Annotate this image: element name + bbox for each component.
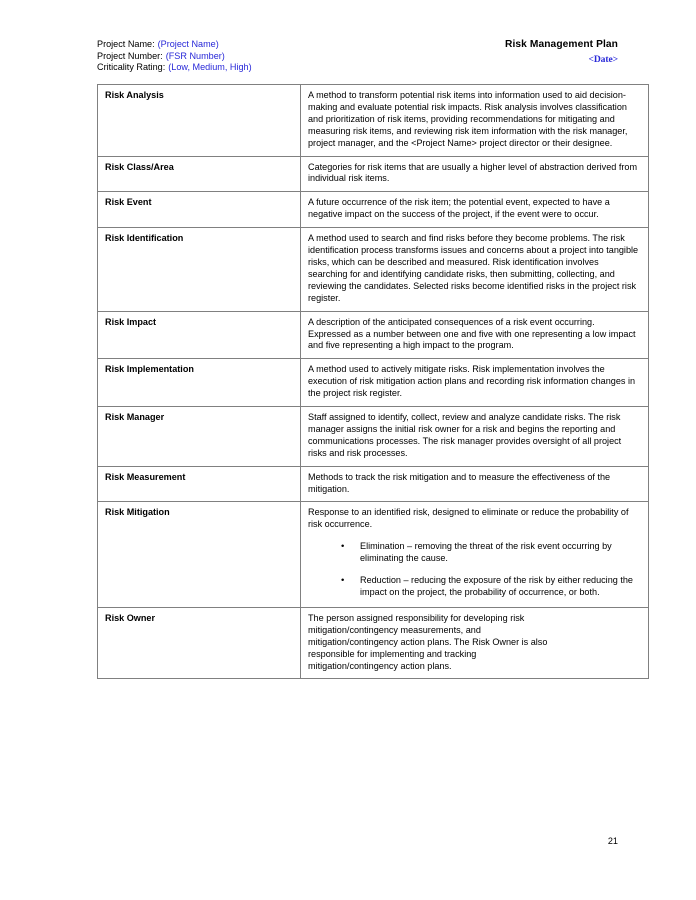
table-row [98, 156, 649, 192]
header-field-value: (Low, Medium, High) [168, 62, 252, 73]
header-project-fields [97, 39, 252, 74]
table-row [98, 502, 649, 607]
definition-text: A description of the anticipated consequences of a risk event occurring. Expressed as a number between one and five with one representing a low impact and five representing a high impact to the program. [308, 316, 636, 351]
definition-text: A method to transform potential risk items into information used to aid decision-making and evaluate potential risk impacts. Risk analysis involves classification and prioritization of risk items, providing recommendations for mitigating and measuring risk items, and reviewing risk item information with the risk manager, project manager, and the <Project Name> project director or their designee. [308, 90, 628, 148]
document-title: Risk Management Plan [505, 39, 618, 50]
definition-line: The person assigned responsibility for developing risk [308, 612, 525, 623]
page-footer [97, 836, 618, 846]
header-field-label: Project Number: [97, 50, 163, 61]
list-item: • Reduction – reducing the exposure of the risk by either reducing the impact on the project, the probability of occurrence, or both. [308, 575, 640, 599]
table-row [98, 407, 649, 467]
header-field-value: (FSR Number) [165, 50, 225, 61]
list-item: • Elimination – removing the threat of the risk event occurring by eliminating the cause. [308, 541, 640, 565]
header-title-block [505, 39, 618, 65]
table-row [98, 85, 649, 157]
table-row [98, 466, 649, 502]
header-field-label: Criticality Rating: [97, 62, 166, 73]
definition-cell [301, 156, 649, 192]
definition-bullet-list [308, 541, 640, 599]
term-cell: Risk Implementation [98, 359, 301, 407]
header-field-label: Project Name: [97, 39, 155, 49]
term-cell: Risk Class/Area [98, 156, 301, 192]
term-cell: Risk Measurement [98, 466, 301, 502]
header-field-project-number [97, 51, 252, 63]
definition-cell [301, 607, 649, 679]
table-row [98, 311, 649, 359]
document-date-placeholder: <Date> [588, 54, 618, 65]
definition-cell [301, 192, 649, 228]
definition-cell [301, 228, 649, 311]
definition-cell [301, 466, 649, 502]
document-header [97, 39, 618, 74]
definition-cell [301, 85, 649, 157]
risk-glossary-table [97, 84, 649, 679]
definition-text: Staff assigned to identify, collect, review and analyze candidate risks. The risk manager assigns the initial risk owner for a risk and begins the reporting and communications processes. The risk manager provides oversight of all project risks and risk processes. [308, 412, 622, 458]
header-field-value: (Project Name) [157, 39, 219, 49]
definition-cell [301, 311, 649, 359]
term-cell: Risk Event [98, 192, 301, 228]
table-row [98, 359, 649, 407]
definition-cell [301, 407, 649, 467]
table-row [98, 607, 649, 679]
definition-text: Categories for risk items that are usually a higher level of abstraction derived from individual risk items. [308, 161, 638, 184]
table-body [98, 85, 649, 679]
definition-line: mitigation/contingency measurements, and [308, 624, 481, 635]
definition-cell [301, 502, 649, 607]
term-cell: Risk Analysis [98, 85, 301, 157]
definition-text: Methods to track the risk mitigation and to measure the effectiveness of the mitigation. [308, 471, 611, 494]
table-row [98, 228, 649, 311]
term-cell: Risk Identification [98, 228, 301, 311]
table-row [98, 192, 649, 228]
definition-text: Response to an identified risk, designed to eliminate or reduce the probability of risk occurrence. [308, 507, 629, 530]
definition-cell [301, 359, 649, 407]
header-field-project-name [97, 39, 252, 51]
term-cell: Risk Impact [98, 311, 301, 359]
definition-text: A method used to actively mitigate risks. Risk implementation involves the execution of risk mitigation action plans and recording risk information changes in the project risk register. [308, 364, 636, 399]
term-cell: Risk Mitigation [98, 502, 301, 607]
definition-text: A future occurrence of the risk item; the potential event, expected to have a negative impact on the success of the project, if the event were to occur. [308, 197, 610, 220]
definition-line: mitigation/contingency action plans. The Risk Owner is also [308, 636, 548, 647]
definition-line: responsible for implementing and tracking [308, 648, 477, 659]
page-number: 21 [607, 836, 618, 846]
definition-line: mitigation/contingency action plans. [308, 660, 452, 671]
definition-text: A method used to search and find risks before they become problems. The risk identification process transforms issues and concerns about a project into tangible risks, which can be described and measured. Risk identification involves searching for and identifying candidate risks, then submitting, collecting, and reviewing the candidates. Selected risks become identified risks in the project risk register. [308, 233, 639, 303]
term-cell: Risk Manager [98, 407, 301, 467]
term-cell: Risk Owner [98, 607, 301, 679]
definition-text [308, 613, 640, 673]
header-field-criticality-rating [97, 62, 252, 74]
